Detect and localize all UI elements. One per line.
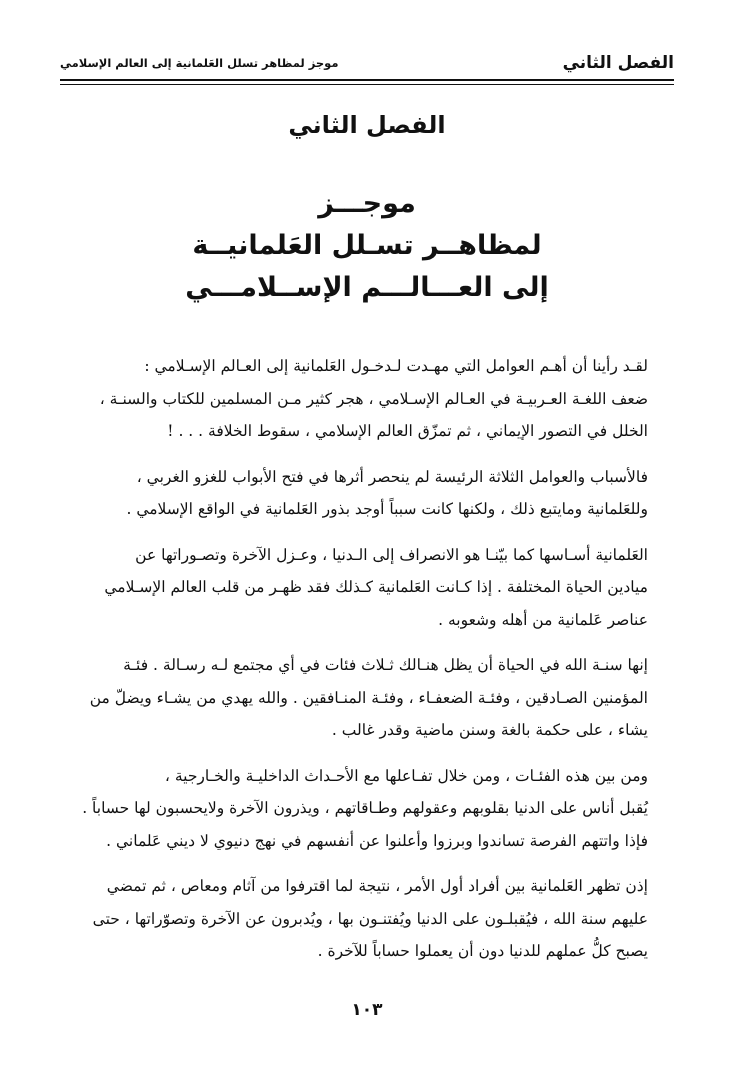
text-line: فإذا واتتهم الفرصة تساندوا وبرزوا وأعلنوا عن أنفسهم في نهج دنيوي لا ديني عَلماني .	[106, 831, 648, 850]
text-line: يشاء ، على حكمة بالغة وسنن ماضية وقدر غالب .	[331, 721, 648, 739]
text-line: يصبح كلُّ عملهم للدنيا دون أن يعملوا حساباً للآخرة .	[317, 942, 648, 960]
running-header-chapter: الفصل الثاني	[562, 53, 674, 73]
paragraph	[60, 649, 672, 747]
paragraph	[60, 870, 672, 968]
text-line: وللعَلمانية ومايتبع ذلك ، ولكنها كانت سبباً أوجد بذور العَلمانية في الواقع الإسلامي .	[126, 500, 648, 518]
text-line: عليهم سنة الله ، فيُقبلـون على الدنيا ويُفتنـون بها ، ويُدبرون عن الآخرة وتصوّراتها ، حتى	[92, 909, 648, 928]
text-line: ومن بين هذه الفئـات ، ومن خلال تفـاعلها مع الأحـداث الداخليـة والخـارجية ،	[164, 766, 648, 785]
text-line: المؤمنين الصـادقين ، وفئـة الضعفـاء ، وفئـة المنـافقين . والله يهدي من يشـاء ويضلّ من	[89, 688, 648, 707]
header-rule-thin	[60, 84, 674, 85]
paragraph	[60, 760, 672, 858]
text-line: الخلل في التصور الإيماني ، ثم تمزّق العالم الإسلامي ، سقوط الخلافة . . . !	[167, 422, 648, 440]
chapter-subtitle-line-2: لمظاهــر تسـلل العَلمانيــة	[192, 230, 542, 261]
text-line: عناصر عَلمانية من أهله وشعوبه .	[438, 610, 648, 629]
text-line: ميادين الحياة المختلفة . إذا كـانت العَلمانية كـذلك فقد ظهـر من قلب العالم الإسـلامي	[104, 578, 648, 596]
chapter-title: الفصل الثاني	[288, 111, 446, 139]
text-line: لقـد رأينا أن أهـم العوامل التي مهـدت لـدخـول العَلمانية إلى العـالم الإسـلامي :	[144, 357, 648, 375]
text-line: ضعف اللغـة العـربيـة في العـالم الإسـلامي ، هجر كثير مـن المسلمين للكتاب والسنـة ،	[99, 389, 648, 408]
page-number: ١٠٣	[351, 1000, 383, 1020]
paragraph	[60, 539, 672, 637]
text-line: إذن تظهر العَلمانية بين أفراد أول الأمر ، نتيجة لما اقترفوا من آثام ومعاص ، ثم تمضي	[106, 877, 648, 895]
text-line: إنها سنـة الله في الحياة أن يظل هنـالك ثـلاث فئات في أي مجتمع لـه رسـالة . فئـة	[123, 656, 648, 674]
chapter-subtitle-line-1: موجـــز	[318, 188, 416, 219]
running-header	[60, 46, 674, 74]
header-rule	[60, 79, 674, 81]
body-text	[60, 350, 672, 981]
paragraph	[60, 350, 672, 448]
text-line: فالأسباب والعوامل الثلاثة الرئيسة لم ينحصر أثرها في فتح الأبواب للغزو الغربي ،	[136, 467, 648, 486]
chapter-subtitle-line-3: إلى العـــالـــم الإســلامـــي	[185, 272, 549, 303]
text-line: يُقبل أناس على الدنيا بقلوبهم وعقولهم وطـاقاتهم ، ويذرون الآخرة ولايحسبون لها حساباً .	[82, 799, 648, 817]
paragraph	[60, 461, 672, 526]
text-line: العَلمانية أسـاسها كما بيّنـا هو الانصراف إلى الـدنيا ، وعـزل الآخرة وتصـوراتها عن	[135, 545, 648, 564]
chapter-subtitle	[0, 183, 734, 309]
running-header-subject: موجز لمظاهر تسلل العَلمانية إلى العالم الإسلامي	[60, 56, 339, 70]
